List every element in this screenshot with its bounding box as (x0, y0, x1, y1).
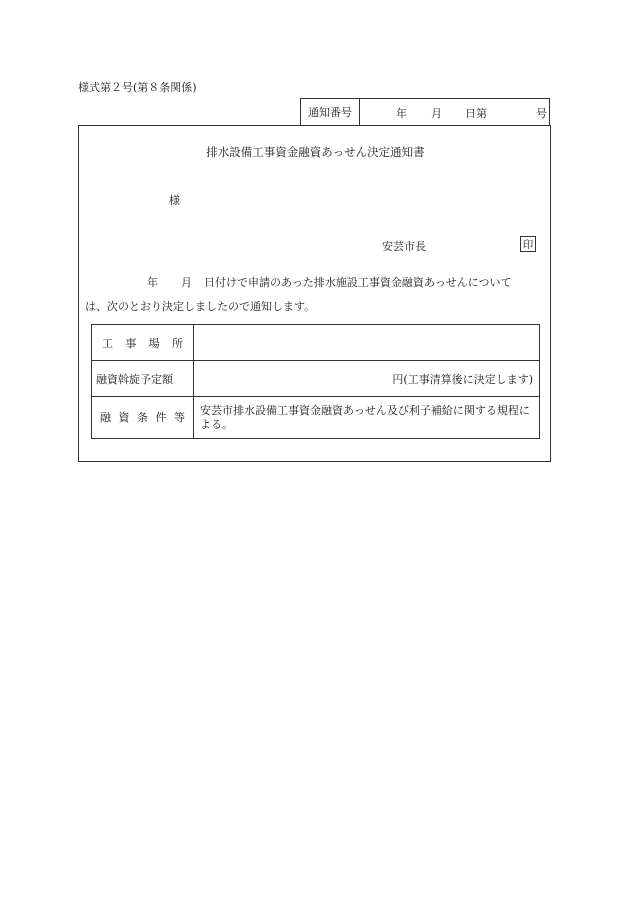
body-month-label: 月 (181, 276, 192, 289)
notice-suffix-label: 号 (536, 107, 547, 120)
table-row-amount (92, 361, 540, 397)
table-row-conditions (92, 397, 540, 439)
notice-document (78, 125, 551, 462)
notice-month-label: 月 (431, 107, 442, 120)
body-line1: 日付けで申請のあった排水施設工事資金融資あっせんについて (204, 276, 512, 289)
info-table (91, 324, 540, 439)
seal-mark: 印 (520, 236, 536, 252)
notice-year-label: 年 (396, 107, 407, 120)
site-value (194, 325, 540, 361)
conditions-value: 安芸市排水設備工事資金融資あっせん及び利子補給に関する規程による。 (194, 397, 540, 439)
site-header: 工 事 場 所 (92, 325, 194, 361)
document-title: 排水設備工事資金融資あっせん決定通知書 (206, 145, 425, 159)
body-line2: は、次のとおり決定しましたので通知します。 (85, 300, 316, 313)
issuer-name: 安芸市長 (382, 240, 426, 253)
notice-number-box (300, 98, 550, 125)
addressee-suffix: 様 (169, 194, 180, 207)
conditions-header: 融 資 条 件 等 (92, 397, 194, 439)
notice-number-label: 通知番号 (301, 99, 360, 125)
amount-value: 円(工事清算後に決定します) (194, 361, 540, 397)
amount-header: 融資斡旋予定額 (92, 361, 194, 397)
body-year-label: 年 (147, 276, 158, 289)
notice-day-label: 日第 (465, 107, 487, 120)
table-row-site (92, 325, 540, 361)
form-number-label: 様式第２号(第８条関係) (78, 81, 197, 94)
